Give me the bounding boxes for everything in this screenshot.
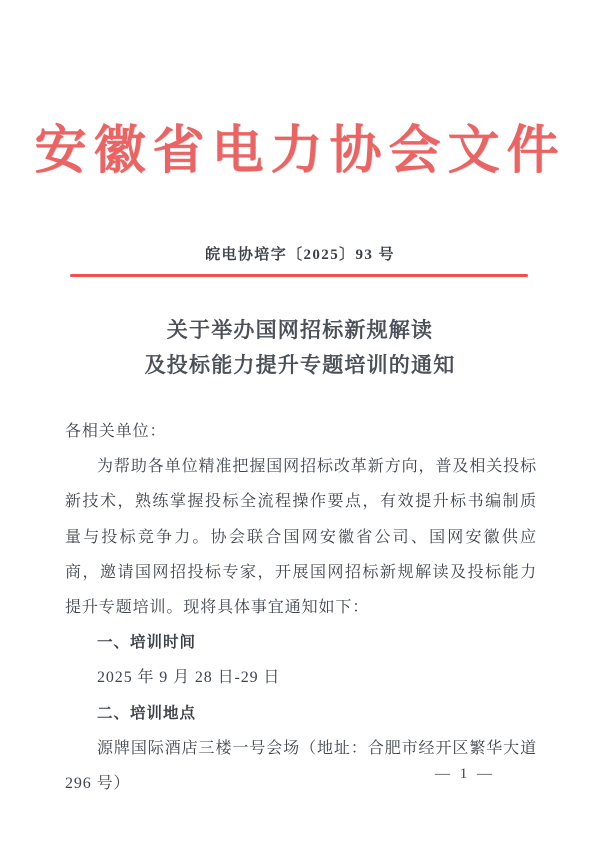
document-title bbox=[0, 312, 600, 382]
salutation: 各相关单位： bbox=[65, 423, 167, 440]
masthead-banner bbox=[0, 118, 600, 184]
document-title-line-2: 及投标能力提升专题培训的通知 bbox=[144, 352, 456, 377]
document-title-line-1: 关于举办国网招标新规解读 bbox=[166, 317, 434, 342]
red-separator-rule bbox=[70, 274, 528, 277]
page-number: — 1 — bbox=[435, 766, 495, 782]
section-heading-2: 二、培训地点 bbox=[97, 703, 197, 722]
intro-paragraph: 为帮助各单位精准把握国网招标改革新方向，普及相关投标新技术，熟练掌握投标全流程操作要点，有效提升标书编制质量与投标竞争力。协会联合国网安徽省公司、国网安徽供应商，邀请国网招投标专家，开展国网招标新规解读及投标能力提升专题培训。现将具体事宜通知如下： bbox=[65, 458, 537, 617]
section-content-training-time: 2025 年 9 月 28 日-29 日 bbox=[97, 669, 281, 687]
page-footer bbox=[0, 766, 600, 783]
document-body bbox=[65, 414, 537, 801]
issuing-organization-title: 安徽省电力协会文件 bbox=[34, 120, 566, 181]
section-heading-1: 一、培训时间 bbox=[97, 633, 197, 652]
section-content-training-venue: 源牌国际酒店三楼一号会场（地址：合肥市经开区繁华大道 296 号） bbox=[65, 739, 537, 793]
document-number: 皖电协培字〔2025〕93 号 bbox=[205, 247, 395, 263]
